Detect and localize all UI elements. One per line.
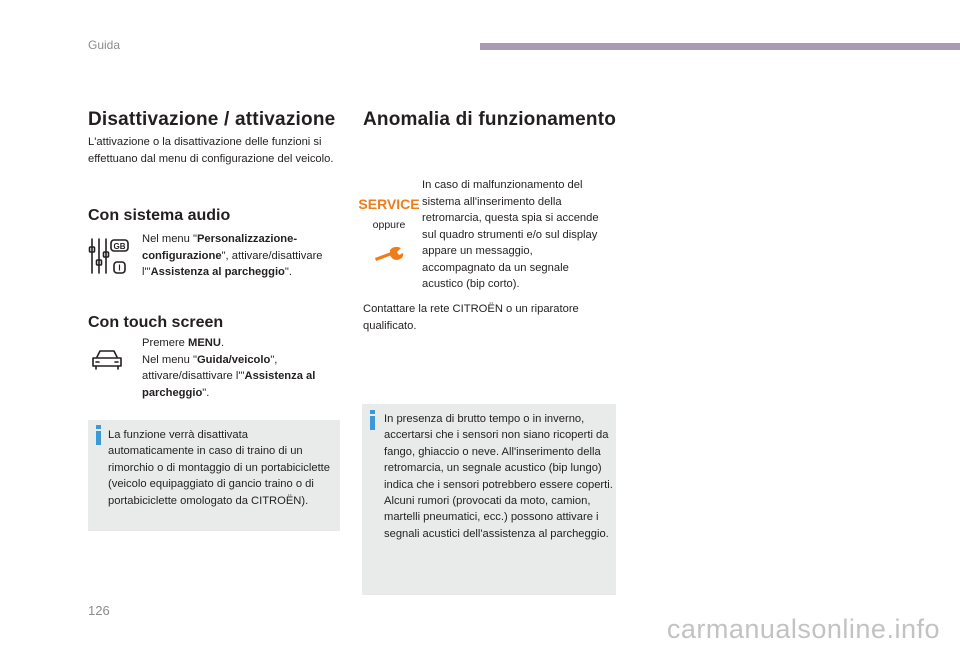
audio-heading: Con sistema audio <box>88 207 231 224</box>
touch-line2-pre: Nel menu " <box>142 353 197 366</box>
touch-line1-post: . <box>220 337 225 349</box>
left-title: Disattivazione / attivazione <box>88 109 336 130</box>
audio-text-post: ". <box>284 266 292 278</box>
audio-menu-name: Personalizzazione-configurazione <box>142 233 298 262</box>
info-icon <box>94 425 104 445</box>
watermark: carmanualsonline.info <box>666 614 940 644</box>
contact-text: Contattare la rete CITROËN o un riparatore qualificato. <box>363 303 579 332</box>
page-number: 126 <box>88 603 110 618</box>
touch-line1-pre: Premere <box>142 337 189 349</box>
touch-line2-mid: ", attivare/disattivare l'" <box>142 353 278 382</box>
audio-text-mid: ", attivare/disattivare l'" <box>142 249 323 278</box>
wrench-icon <box>372 246 408 264</box>
service-warning-icon <box>358 196 420 212</box>
touch-instructions <box>142 335 340 401</box>
car-icon <box>90 348 124 370</box>
svg-text:I: I <box>118 263 121 273</box>
audio-function-name: Assistenza al parcheggio <box>150 266 285 278</box>
touch-line2-post: ". <box>202 386 210 399</box>
info-icon <box>368 410 378 430</box>
touch-function-name: Assistenza al parcheggio <box>142 370 316 399</box>
malfunction-text: In caso di malfunzionamento del sistema all'inserimento della retromarcia, questa spia si accende sul quadro strumenti e/o sul display appare un messaggio, accompagnato da un segnale acustico (bip corto). <box>422 179 599 290</box>
header-bar <box>480 43 960 50</box>
section-label: Guida <box>88 38 121 52</box>
or-label: oppure <box>372 219 406 231</box>
right-title: Anomalia di funzionamento <box>363 109 617 130</box>
left-intro: L'attivazione o la disattivazione delle funzioni si effettuano dal menu di configurazione del veicolo. <box>88 136 334 165</box>
audio-text-pre: Nel menu " <box>142 233 197 245</box>
touch-menu-name: Guida/veicolo <box>196 353 271 366</box>
service-label: SERVICE <box>358 196 420 212</box>
touch-menu-button-label: MENU <box>188 337 221 349</box>
touch-heading: Con touch screen <box>88 314 224 331</box>
audio-instructions <box>142 231 340 281</box>
svg-text:GB: GB <box>113 242 126 251</box>
settings-sliders-icon <box>88 236 130 276</box>
right-note-text: In presenza di brutto tempo o in inverno, accertarsi che i sensori non siano ricoperti da fango, ghiaccio o neve. All'inserimento della retromarcia, un segnale acustico (bip lungo) indica che i sensori potrebbero essere coperti. Alcuni rumori (provocati da moto, camion, martelli pneumatici, ecc.) possono attivare i segnali acustici dell'assistenza al parcheggio. <box>384 413 613 540</box>
left-note-text: La funzione verrà disattivata automaticamente in caso di traino di un rimorchio o di montaggio di un portabiciclette (veicolo equipaggiato di gancio traino o di portabiciclette omologato da CITROËN). <box>108 429 331 507</box>
